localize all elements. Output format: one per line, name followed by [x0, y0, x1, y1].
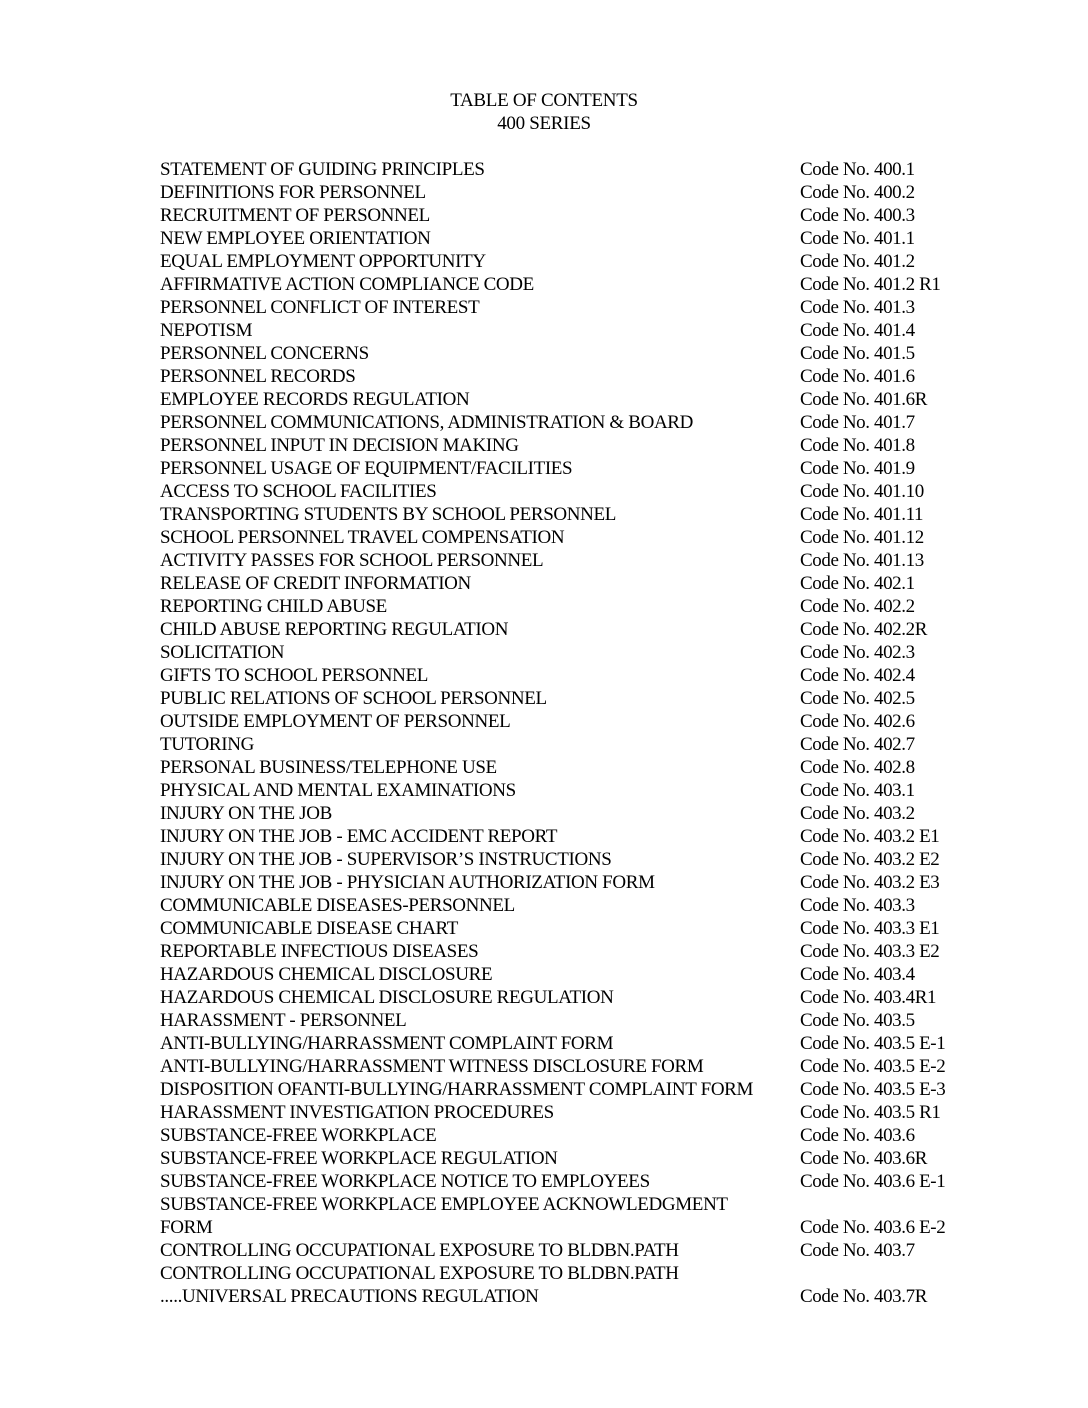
toc-entry-code: Code No. 403.5 E-2: [800, 1056, 946, 1077]
toc-entry: [160, 1170, 980, 1193]
toc-entry: [160, 1262, 980, 1285]
toc-entry: [160, 1216, 980, 1239]
toc-entry: [160, 411, 980, 434]
toc-entry-code: Code No. 401.11: [800, 504, 924, 525]
toc-entry: [160, 664, 980, 687]
toc-entry-code: Code No. 401.8: [800, 435, 915, 456]
toc-entry: [160, 1009, 980, 1032]
toc-entry: [160, 1124, 980, 1147]
toc-entry: [160, 296, 980, 319]
toc-entry: [160, 342, 980, 365]
toc-entry-code: Code No. 403.6R: [800, 1148, 928, 1169]
toc-entry-code: Code No. 401.6R: [800, 389, 928, 410]
toc-entry-title: SUBSTANCE-FREE WORKPLACE: [160, 1125, 437, 1146]
toc-entry-code: Code No. 403.5: [800, 1010, 915, 1031]
toc-entry-code: Code No. 401.2 R1: [800, 274, 941, 295]
toc-entry-title: NEPOTISM: [160, 320, 253, 341]
toc-entry-code: Code No. 403.6 E-1: [800, 1171, 946, 1192]
toc-entry: [160, 871, 980, 894]
toc-entry-title: ANTI-BULLYING/HARRASSMENT WITNESS DISCLOSURE FORM: [160, 1056, 704, 1077]
toc-entry: [160, 319, 980, 342]
toc-entry-title: PERSONNEL COMMUNICATIONS, ADMINISTRATION & BOARD: [160, 412, 694, 433]
toc-entry-title: HARASSMENT INVESTIGATION PROCEDURES: [160, 1102, 554, 1123]
toc-entry: [160, 526, 980, 549]
toc-entry-code: Code No. 400.2: [800, 182, 915, 203]
toc-entry: [160, 779, 980, 802]
toc-entry-title: OUTSIDE EMPLOYMENT OF PERSONNEL: [160, 711, 511, 732]
toc-entry: [160, 1032, 980, 1055]
toc-entry-title: ACTIVITY PASSES FOR SCHOOL PERSONNEL: [160, 550, 544, 571]
toc-entry: [160, 618, 980, 641]
toc-entry-title: RELEASE OF CREDIT INFORMATION: [160, 573, 471, 594]
toc-entry-code: Code No. 401.10: [800, 481, 924, 502]
toc-entry: [160, 1055, 980, 1078]
toc-entry-code: Code No. 401.12: [800, 527, 924, 548]
toc-entry: [160, 434, 980, 457]
toc-entry: [160, 204, 980, 227]
toc-entry: [160, 710, 980, 733]
toc-entry-code: Code No. 403.4: [800, 964, 915, 985]
toc-entry: [160, 963, 980, 986]
toc-entry: [160, 181, 980, 204]
toc-entry-code: Code No. 403.3 E2: [800, 941, 940, 962]
toc-entry: [160, 503, 980, 526]
toc-entry: [160, 250, 980, 273]
toc-entry-code: Code No. 403.3 E1: [800, 918, 940, 939]
toc-entry-code: Code No. 403.7R: [800, 1286, 928, 1307]
toc-entry-title: CONTROLLING OCCUPATIONAL EXPOSURE TO BLDBN.PATH: [160, 1263, 679, 1284]
toc-entry-code: Code No. 401.7: [800, 412, 915, 433]
toc-entry-code: Code No. 400.1: [800, 159, 915, 180]
toc-entry-title: PERSONNEL USAGE OF EQUIPMENT/FACILITIES: [160, 458, 573, 479]
toc-entry-code: Code No. 403.2 E2: [800, 849, 940, 870]
toc-entry-title: STATEMENT OF GUIDING PRINCIPLES: [160, 159, 485, 180]
toc-entry-title: HARASSMENT - PERSONNEL: [160, 1010, 407, 1031]
toc-entry-code: Code No. 401.1: [800, 228, 915, 249]
toc-entry-code: Code No. 400.3: [800, 205, 915, 226]
toc-entry-code: Code No. 401.9: [800, 458, 915, 479]
toc-entry: [160, 756, 980, 779]
toc-entry-title: PHYSICAL AND MENTAL EXAMINATIONS: [160, 780, 516, 801]
toc-entry-code: Code No. 403.6 E-2: [800, 1217, 946, 1238]
toc-entry-title: EQUAL EMPLOYMENT OPPORTUNITY: [160, 251, 486, 272]
toc-entry-code: Code No. 402.3: [800, 642, 915, 663]
toc-entry-code: Code No. 403.2: [800, 803, 915, 824]
series-subtitle: 400 SERIES: [497, 113, 591, 134]
toc-entry-title: .....UNIVERSAL PRECAUTIONS REGULATION: [160, 1286, 539, 1307]
toc-entry-code: Code No. 403.2 E1: [800, 826, 940, 847]
toc-entry-code: Code No. 402.2: [800, 596, 915, 617]
toc-entry-title: INJURY ON THE JOB - EMC ACCIDENT REPORT: [160, 826, 558, 847]
toc-entry: [160, 388, 980, 411]
toc-entry: [160, 1193, 980, 1216]
toc-entry-title: PERSONNEL CONFLICT OF INTEREST: [160, 297, 480, 318]
toc-entry-title: REPORTING CHILD ABUSE: [160, 596, 387, 617]
toc-entry: [160, 1101, 980, 1124]
toc-entry: [160, 802, 980, 825]
toc-entry-title: AFFIRMATIVE ACTION COMPLIANCE CODE: [160, 274, 534, 295]
toc-entry: [160, 848, 980, 871]
toc-entry: [160, 825, 980, 848]
toc-entry-title: DISPOSITION OFANTI-BULLYING/HARRASSMENT COMPLAINT FORM: [160, 1079, 754, 1100]
toc-entry-code: Code No. 403.5 R1: [800, 1102, 941, 1123]
toc-entry-code: Code No. 401.6: [800, 366, 915, 387]
toc-entry-title: HAZARDOUS CHEMICAL DISCLOSURE: [160, 964, 493, 985]
toc-entry-code: Code No. 403.5 E-3: [800, 1079, 946, 1100]
toc-entry-code: Code No. 402.2R: [800, 619, 928, 640]
toc-entry-title: TRANSPORTING STUDENTS BY SCHOOL PERSONNEL: [160, 504, 617, 525]
toc-entry-title: ANTI-BULLYING/HARRASSMENT COMPLAINT FORM: [160, 1033, 614, 1054]
toc-entry-title: COMMUNICABLE DISEASES-PERSONNEL: [160, 895, 515, 916]
toc-entry: [160, 917, 980, 940]
toc-entry-code: Code No. 401.4: [800, 320, 915, 341]
toc-entry-title: SCHOOL PERSONNEL TRAVEL COMPENSATION: [160, 527, 565, 548]
toc-entry-code: Code No. 402.8: [800, 757, 915, 778]
toc-header: [0, 89, 1088, 135]
toc-entry: [160, 572, 980, 595]
toc-entry-code: Code No. 403.7: [800, 1240, 915, 1261]
toc-entry-title: CHILD ABUSE REPORTING REGULATION: [160, 619, 509, 640]
toc-entry-title: INJURY ON THE JOB: [160, 803, 332, 824]
toc-entry: [160, 1285, 980, 1308]
toc-entry-title: TUTORING: [160, 734, 254, 755]
toc-entry-title: INJURY ON THE JOB - PHYSICIAN AUTHORIZATION FORM: [160, 872, 655, 893]
page-title: TABLE OF CONTENTS: [450, 90, 638, 111]
toc-entry-title: RECRUITMENT OF PERSONNEL: [160, 205, 430, 226]
toc-entry-title: DEFINITIONS FOR PERSONNEL: [160, 182, 426, 203]
toc-entry: [160, 158, 980, 181]
toc-entry-title: SUBSTANCE-FREE WORKPLACE EMPLOYEE ACKNOWLEDGMENT: [160, 1194, 728, 1215]
toc-entry: [160, 986, 980, 1009]
toc-entry-title: SUBSTANCE-FREE WORKPLACE NOTICE TO EMPLOYEES: [160, 1171, 650, 1192]
toc-entry-code: Code No. 403.6: [800, 1125, 915, 1146]
toc-entry: [160, 549, 980, 572]
toc-entry: [160, 894, 980, 917]
toc-entry-title: SOLICITATION: [160, 642, 285, 663]
toc-entry-code: Code No. 402.7: [800, 734, 915, 755]
toc-entry-title: PERSONNEL INPUT IN DECISION MAKING: [160, 435, 519, 456]
toc-list: [160, 158, 980, 1308]
toc-entry-code: Code No. 402.4: [800, 665, 915, 686]
toc-entry: [160, 480, 980, 503]
toc-entry: [160, 365, 980, 388]
toc-entry-title: PERSONNEL CONCERNS: [160, 343, 369, 364]
toc-entry-code: Code No. 401.2: [800, 251, 915, 272]
toc-entry: [160, 1239, 980, 1262]
toc-entry: [160, 641, 980, 664]
toc-entry: [160, 733, 980, 756]
toc-entry: [160, 457, 980, 480]
toc-entry-title: PERSONNEL RECORDS: [160, 366, 356, 387]
toc-entry: [160, 227, 980, 250]
toc-entry: [160, 687, 980, 710]
toc-entry-title: PUBLIC RELATIONS OF SCHOOL PERSONNEL: [160, 688, 547, 709]
toc-entry-title: CONTROLLING OCCUPATIONAL EXPOSURE TO BLDBN.PATH: [160, 1240, 679, 1261]
toc-entry-code: Code No. 401.3: [800, 297, 915, 318]
toc-entry-code: Code No. 403.2 E3: [800, 872, 940, 893]
toc-entry-code: Code No. 403.5 E-1: [800, 1033, 946, 1054]
toc-entry-code: Code No. 403.4R1: [800, 987, 937, 1008]
toc-entry-title: FORM: [160, 1217, 213, 1238]
toc-entry: [160, 273, 980, 296]
toc-entry-code: Code No. 403.1: [800, 780, 915, 801]
toc-entry-title: NEW EMPLOYEE ORIENTATION: [160, 228, 431, 249]
toc-entry-code: Code No. 403.3: [800, 895, 915, 916]
toc-entry-code: Code No. 401.13: [800, 550, 924, 571]
toc-entry-title: REPORTABLE INFECTIOUS DISEASES: [160, 941, 479, 962]
toc-entry-code: Code No. 401.5: [800, 343, 915, 364]
toc-entry-title: ACCESS TO SCHOOL FACILITIES: [160, 481, 437, 502]
toc-entry-title: PERSONAL BUSINESS/TELEPHONE USE: [160, 757, 497, 778]
toc-entry-title: HAZARDOUS CHEMICAL DISCLOSURE REGULATION: [160, 987, 614, 1008]
toc-entry-code: Code No. 402.6: [800, 711, 915, 732]
toc-entry-title: COMMUNICABLE DISEASE CHART: [160, 918, 458, 939]
toc-entry: [160, 1078, 980, 1101]
toc-entry-title: EMPLOYEE RECORDS REGULATION: [160, 389, 470, 410]
toc-entry-code: Code No. 402.1: [800, 573, 915, 594]
toc-entry-title: INJURY ON THE JOB - SUPERVISOR’S INSTRUCTIONS: [160, 849, 612, 870]
toc-entry: [160, 595, 980, 618]
toc-entry-code: Code No. 402.5: [800, 688, 915, 709]
toc-entry: [160, 1147, 980, 1170]
toc-entry-title: GIFTS TO SCHOOL PERSONNEL: [160, 665, 429, 686]
toc-entry-title: SUBSTANCE-FREE WORKPLACE REGULATION: [160, 1148, 558, 1169]
toc-entry: [160, 940, 980, 963]
